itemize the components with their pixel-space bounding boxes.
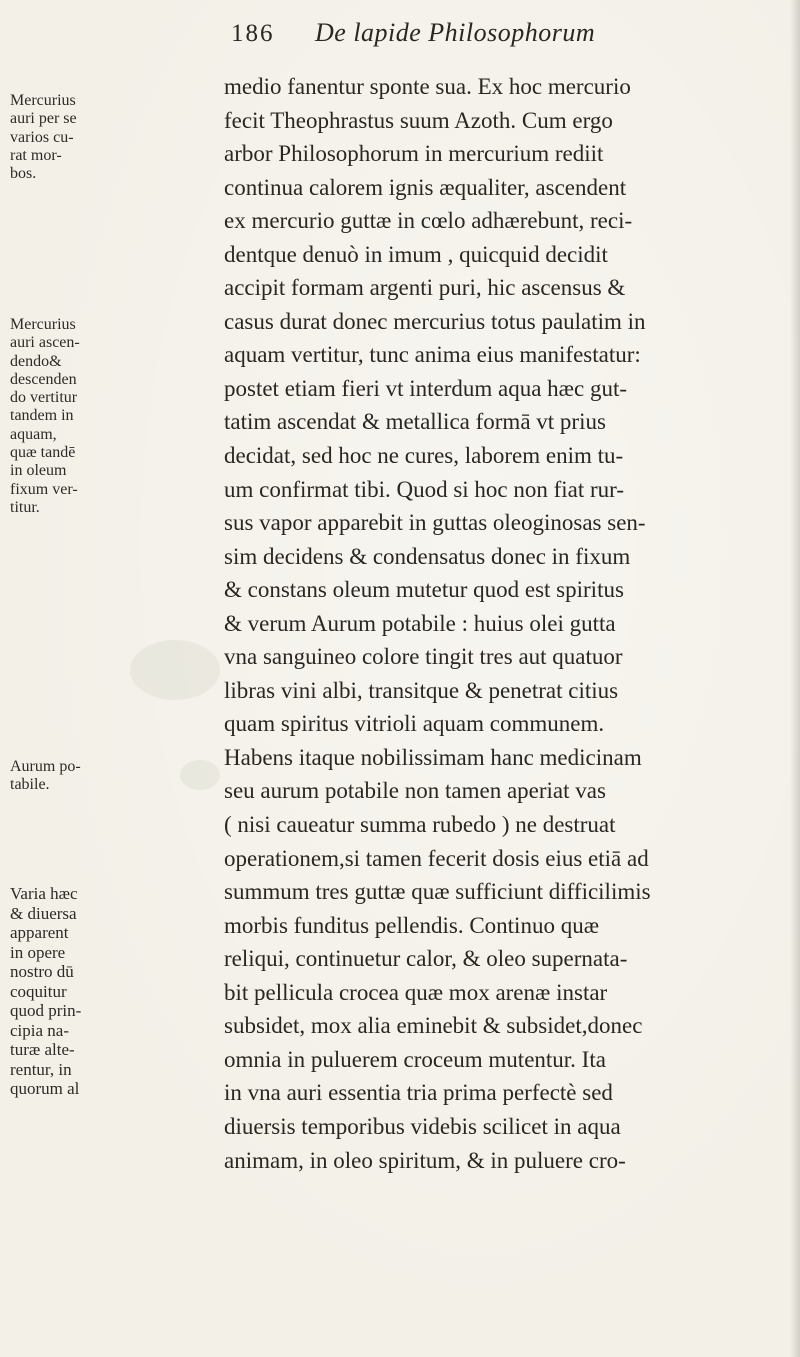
text-line: aquam vertitur, tunc anima eius manifestatur: [224, 342, 641, 368]
text-line: quam spiritus vitrioli aquam communem. [224, 711, 605, 737]
marginal-note-line: Aurum po- [10, 758, 81, 775]
text-line: sus vapor apparebit in guttas oleoginosas sen- [224, 510, 646, 536]
marginal-note-line: coquitur [10, 981, 67, 1001]
marginal-note [10, 92, 96, 183]
text-line: ( nisi caueatur summa rubedo ) ne destruat [224, 812, 616, 838]
text-line: summum tres guttæ quæ sufficiunt difficilimis [224, 879, 651, 905]
marginal-note [10, 758, 96, 795]
text-line: in vna auri essentia tria prima perfectè sed [224, 1080, 613, 1106]
marginal-note-line: varios cu- [10, 128, 74, 146]
text-line: operationem,si tamen fecerit dosis eius etiā ad [224, 845, 649, 871]
text-line: morbis funditus pellendis. Continuo quæ [224, 912, 600, 938]
marginal-note-line: quod prin- [10, 1001, 82, 1020]
marginal-note-line: turæ alte- [10, 1040, 75, 1059]
running-title: De lapide Philosophorum [315, 18, 596, 47]
marginal-note-line: titur. [10, 498, 40, 516]
marginal-note-line: dendo& [10, 352, 62, 370]
text-line: bit pellicula crocea quæ mox arenæ instar [224, 979, 608, 1005]
marginal-note-line: rat mor- [10, 146, 62, 164]
text-line: Habens itaque nobilissimam hanc medicinam [224, 744, 642, 770]
text-line: seu aurum potabile non tamen aperiat vas [224, 778, 606, 804]
marginal-note-line: fixum ver- [10, 480, 78, 498]
text-line: tatim ascendat & metallica formā vt prius [224, 409, 606, 435]
marginal-note-line: bos. [10, 165, 37, 183]
text-line: subsidet, mox alia eminebit & subsidet,donec [224, 1013, 643, 1039]
page-stain [130, 640, 220, 700]
marginal-note-line: auri per se [10, 110, 77, 128]
marginal-note-line: Mercurius [10, 92, 76, 109]
marginal-note-line: rentur, in [10, 1059, 72, 1079]
text-line: decidat, sed hoc ne cures, laborem enim tu- [224, 443, 624, 469]
marginal-note-line: Mercurius [10, 316, 76, 333]
text-line: & constans oleum mutetur quod est spiritus [224, 577, 624, 603]
marginal-note-line: nostro dū [10, 962, 74, 981]
marginal-note-line: & diuersa [10, 903, 77, 923]
page-stain [180, 760, 220, 790]
marginal-note-line: cipia na- [10, 1020, 69, 1040]
marginal-note [10, 884, 96, 1099]
page-edge-shadow [790, 0, 800, 1357]
text-line: diuersis temporibus videbis scilicet in aqua [224, 1113, 621, 1139]
marginal-note-line: do vertitur [10, 389, 78, 407]
marginal-note-line: Varia hæc [10, 884, 78, 903]
marginal-note-line: in opere [10, 942, 66, 962]
text-line: accipit formam argenti puri, hic ascensus & [224, 275, 626, 301]
marginal-note-line: quæ tandē [10, 444, 76, 462]
text-line: continua calorem ignis æqualiter, ascendent [224, 174, 627, 200]
text-line: ex mercurio guttæ in cœlo adhærebunt, reci- [224, 208, 633, 234]
marginal-note-line: apparent [10, 923, 69, 942]
marginal-note-line: tandem in [10, 407, 74, 425]
text-line: arbor Philosophorum in mercurium rediit [224, 141, 604, 167]
marginal-note-line: in oleum [10, 462, 67, 480]
text-line: casus durat donec mercurius totus paulatim in [224, 308, 646, 334]
page-number: 186 [231, 20, 275, 47]
text-line: fecit Theophrastus suum Azoth. Cum ergo [224, 107, 613, 133]
text-line: um confirmat tibi. Quod si hoc non fiat rur- [224, 476, 625, 502]
body-text [224, 70, 784, 1177]
marginal-note-line: quorum al [10, 1079, 80, 1098]
text-line: vna sanguineo colore tingit tres aut quatuor [224, 644, 623, 670]
text-line: omnia in puluerem croceum mutentur. Ita [224, 1046, 606, 1072]
marginal-note-line: auri ascen- [10, 334, 80, 352]
text-line: postet etiam fieri vt interdum aqua hæc gut- [224, 375, 628, 401]
text-line: & verum Aurum potabile : huius olei gutta [224, 610, 616, 636]
text-line: dentque denuò in imum , quicquid decidit [224, 241, 608, 267]
marginal-note-line: descenden [10, 370, 77, 388]
page-header [225, 14, 745, 54]
text-line: animam, in oleo spiritum, & in puluere cro- [224, 1147, 626, 1173]
text-line: libras vini albi, transitque & penetrat citius [224, 677, 619, 703]
text-line: reliqui, continuetur calor, & oleo supernata- [224, 946, 628, 972]
marginal-note-line: tabile. [10, 776, 50, 794]
marginal-note [10, 316, 96, 517]
text-line: sim decidens & condensatus donec in fixum [224, 543, 631, 569]
text-line: medio fanentur sponte sua. Ex hoc mercurio [224, 74, 631, 99]
marginal-note-line: aquam, [10, 425, 57, 443]
